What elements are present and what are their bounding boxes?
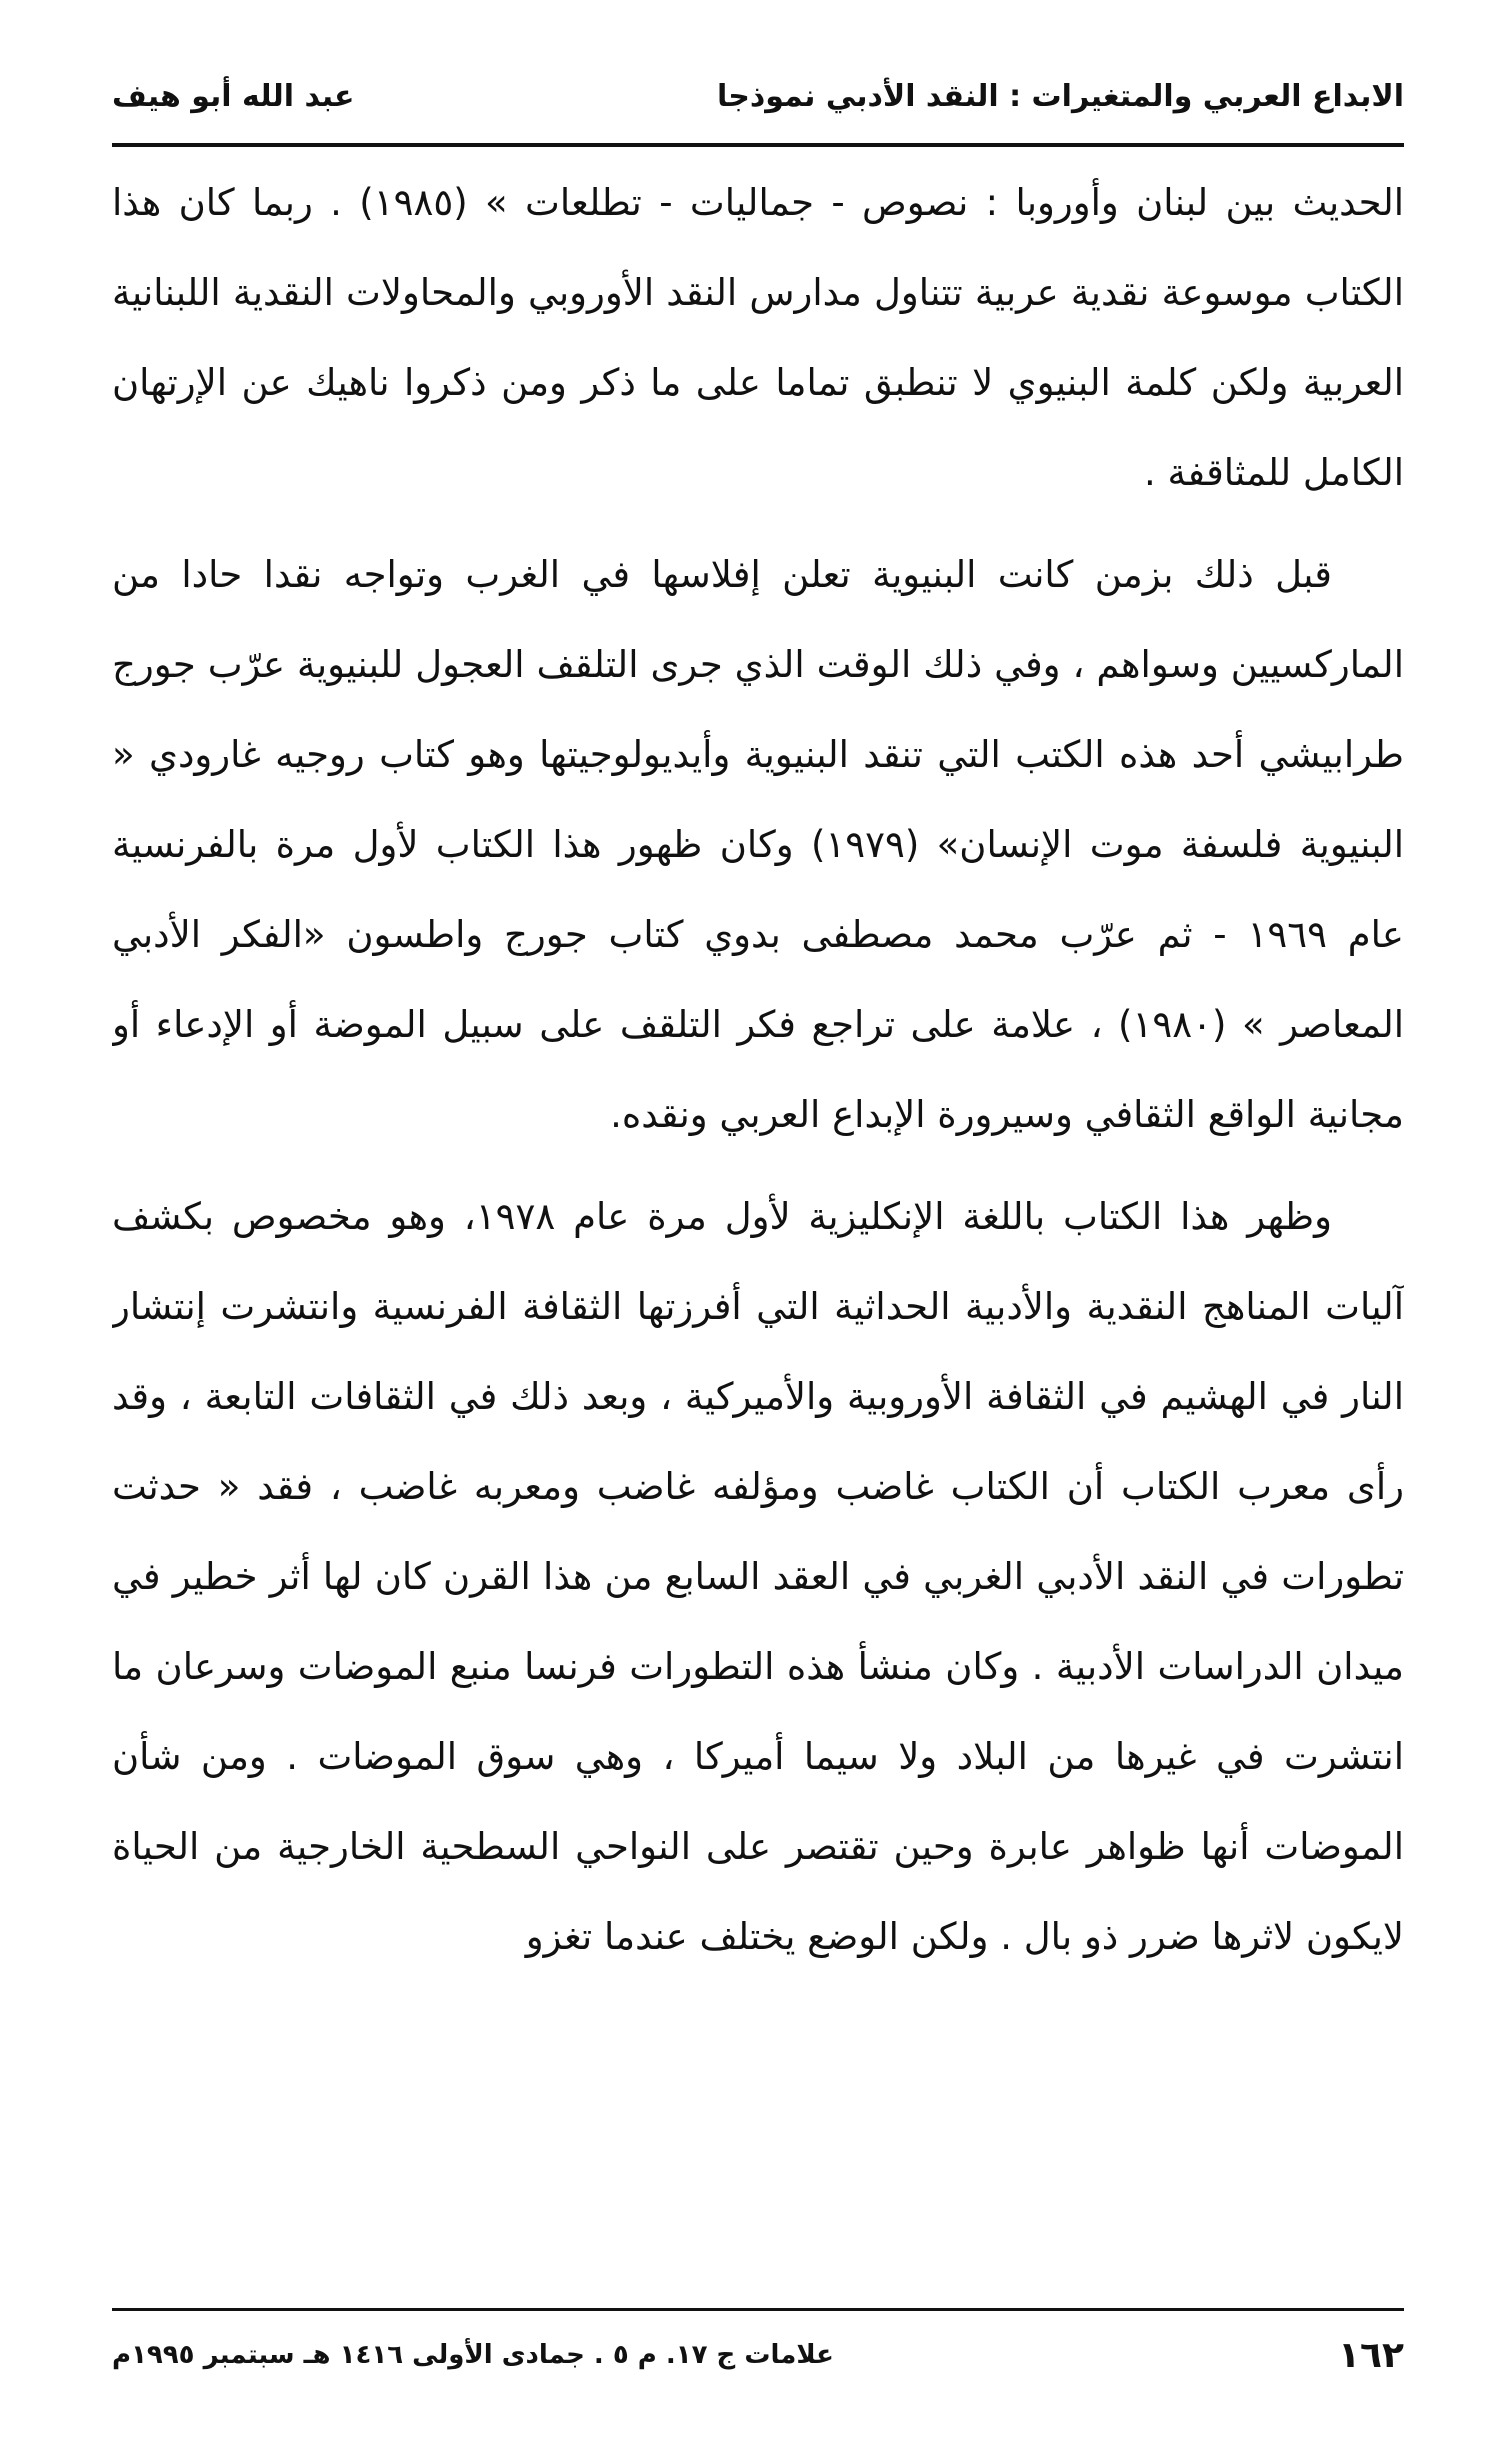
body-text <box>112 158 1404 2288</box>
header-rule <box>112 143 1404 147</box>
paragraph-1: الحديث بين لبنان وأوروبا : نصوص - جماليات - تطلعات » (١٩٨٥) . ربما كان هذا الكتاب موسوعة نقدية عربية تتناول مدارس النقد الأوروبي والمحاولات النقدية اللبنانية العربية ولكن كلمة البنيوي لا تنطبق تماما على ما ذكر ومن ذكروا ناهيك عن الإرتهان الكامل للمثاقفة . <box>112 181 1404 494</box>
journal-info: علامات ج ١٧. م ٥ . جمادى الأولى ١٤١٦ هـ سبتمبر ١٩٩٥م <box>112 2340 834 2370</box>
page-number: ١٦٢ <box>1338 2334 1404 2376</box>
running-header <box>112 66 1404 126</box>
paragraph-2: قبل ذلك بزمن كانت البنيوية تعلن إفلاسها في الغرب وتواجه نقدا حادا من الماركسيين وسواهم ، وفي ذلك الوقت الذي جرى التلقف العجول للبنيوية عرّب جورج طرابيشي أحد هذه الكتب التي تنقد البنيوية وأيديولوجيتها وهو كتاب روجيه غارودي « البنيوية فلسفة موت الإنسان» (١٩٧٩) وكان ظهور هذا الكتاب لأول مرة بالفرنسية عام ١٩٦٩ - ثم عرّب محمد مصطفى بدوي كتاب جورج واطسون «الفكر الأدبي المعاصر » (١٩٨٠) ، علامة على تراجع فكر التلقف على سبيل الموضة أو الإدعاء أو مجانية الواقع الثقافي وسيرورة الإبداع العربي ونقده. <box>112 553 1404 1136</box>
header-article-title: الابداع العربي والمتغيرات : النقد الأدبي نموذجا <box>716 78 1404 114</box>
paragraph-3: وظهر هذا الكتاب باللغة الإنكليزية لأول مرة عام ١٩٧٨، وهو مخصوص بكشف آليات المناهج النقدية والأدبية الحداثية التي أفرزتها الثقافة الفرنسية وانتشرت إنتشار النار في الهشيم في الثقافة الأوروبية والأميركية ، وبعد ذلك في الثقافات التابعة ، وقد رأى معرب الكتاب أن الكتاب غاضب ومؤلفه غاضب ومعربه غاضب ، فقد « حدثت تطورات في النقد الأدبي الغربي في العقد السابع من هذا القرن كان لها أثر خطير في ميدان الدراسات الأدبية . وكان منشأ هذه التطورات فرنسا منبع الموضات وسرعان ما انتشرت في غيرها من البلاد ولا سيما أميركا ، وهي سوق الموضات . ومن شأن الموضات أنها ظواهر عابرة وحين تقتصر على النواحي السطحية الخارجية من الحياة لايكون لاثرها ضرر ذو بال . ولكن الوضع يختلف عندما تغزو <box>112 1195 1404 1958</box>
running-footer <box>112 2330 1404 2380</box>
footer-rule <box>112 2308 1404 2311</box>
header-author: عبد الله أبو هيف <box>112 78 355 114</box>
